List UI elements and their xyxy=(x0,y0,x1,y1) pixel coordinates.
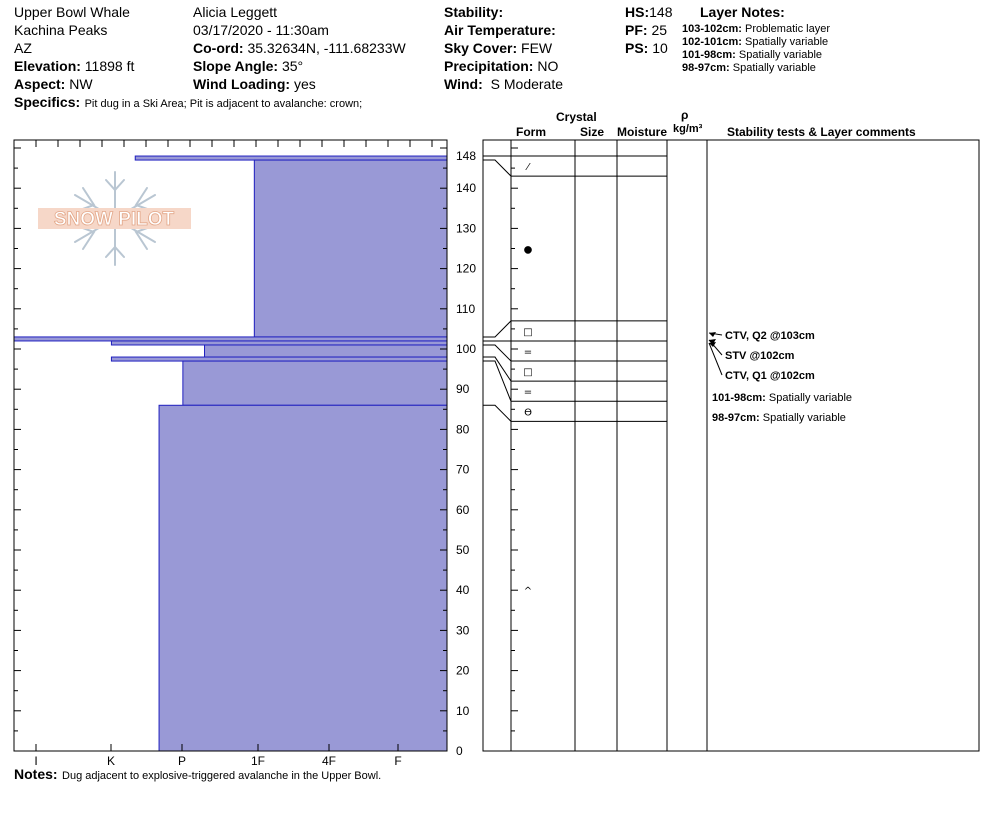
state-name: AZ xyxy=(14,40,32,56)
stability-tests xyxy=(709,330,852,424)
rho-header: ρ xyxy=(681,108,689,122)
wind-loading-label: Wind Loading: xyxy=(193,76,291,92)
form-header: Form xyxy=(516,125,546,139)
crystal-header: Crystal xyxy=(556,110,597,124)
precip-label: Precipitation: xyxy=(444,58,534,74)
coord-value: 35.32634N, -111.68233W xyxy=(247,40,406,56)
sky-cover-value: FEW xyxy=(521,40,553,56)
layer-connector-line xyxy=(483,321,511,337)
layer-connector-line xyxy=(483,345,511,361)
grain-form-symbol: = xyxy=(523,387,533,399)
grain-form-symbol: □ xyxy=(523,326,533,338)
layer-connector-line xyxy=(483,361,511,401)
slope-label: Slope Angle: xyxy=(193,58,279,74)
hs-label: HS: xyxy=(625,4,650,20)
ps-label: PS: xyxy=(625,40,649,56)
wind-loading-value: yes xyxy=(293,76,316,92)
comments-header: Stability tests & Layer comments xyxy=(727,125,916,139)
density-unit-header: kg/m³ xyxy=(673,123,703,135)
sky-cover-label: Sky Cover: xyxy=(444,40,518,56)
precip-value: NO xyxy=(537,58,559,74)
pf-label: PF: xyxy=(625,22,648,38)
range-name: Kachina Peaks xyxy=(14,22,108,38)
grain-form-symbol: ϴ xyxy=(524,407,532,419)
height-tick-label: 60 xyxy=(456,502,470,517)
layer-connector-line xyxy=(483,405,511,421)
layer-comment-range: 98-97cm: xyxy=(712,412,763,424)
moisture-header: Moisture xyxy=(617,125,668,139)
height-tick-label: 130 xyxy=(456,221,477,236)
logo-text: SNOW PILOT xyxy=(53,209,175,230)
layer-notes-title: Layer Notes: xyxy=(700,4,785,20)
location-name: Upper Bowl Whale xyxy=(14,4,130,20)
height-tick-label: 120 xyxy=(456,261,477,276)
hardness-layer-bar xyxy=(14,337,447,341)
slope-value: 35° xyxy=(281,58,304,74)
height-tick-label: 20 xyxy=(456,663,470,678)
grain-form-symbol: ● xyxy=(523,244,533,256)
coord-label: Co-ord: xyxy=(193,40,244,56)
elevation-label: Elevation: xyxy=(14,58,81,74)
layer-comment-note: Spatially variable xyxy=(762,412,846,424)
height-tick-label: 110 xyxy=(456,301,476,316)
hardness-layers xyxy=(14,156,447,751)
stability-test-label: CTV, Q2 @103cm xyxy=(725,330,815,342)
grain-form-symbol: = xyxy=(523,347,533,359)
stability-test-label: CTV, Q1 @102cm xyxy=(725,370,815,382)
stability-label: Stability: xyxy=(444,4,504,20)
notes-label: Notes: xyxy=(14,766,58,782)
height-tick-label: 148 xyxy=(456,149,477,164)
hardness-label: 4F xyxy=(321,754,337,768)
pf-value: 25 xyxy=(651,22,668,38)
height-tick-label: 80 xyxy=(456,422,470,437)
hs-value: 148 xyxy=(649,4,673,20)
hardness-layer-bar xyxy=(135,156,447,160)
grain-table-frame xyxy=(483,140,979,751)
layer-connectors xyxy=(483,156,511,421)
layer-note-text: Spatially variable xyxy=(745,36,829,48)
snowpilot-logo xyxy=(38,172,191,265)
height-tick-label: 140 xyxy=(456,181,477,196)
hardness-layer-bar xyxy=(205,345,447,357)
layer-comment-range: 101-98cm: xyxy=(712,392,769,404)
ps-value: 10 xyxy=(652,40,668,56)
layer-note-text: Problematic layer xyxy=(745,23,830,35)
hardness-layer-bar xyxy=(254,160,447,337)
height-tick-label: 50 xyxy=(456,543,470,557)
height-tick-label: 10 xyxy=(456,703,470,718)
air-temp-label: Air Temperature: xyxy=(444,22,556,38)
hardness-layer-bar xyxy=(159,405,447,751)
grain-form-symbol: □ xyxy=(523,367,533,379)
hardness-layer-bar xyxy=(111,341,447,345)
height-tick-label: 40 xyxy=(456,583,470,598)
wind-label: Wind: xyxy=(444,76,483,92)
hardness-layer-bar xyxy=(111,357,447,361)
layer-connector-line xyxy=(483,160,511,176)
notes-value: Dug adjacent to explosive-triggered avalanche in the Upper Bowl. xyxy=(62,770,382,782)
hardness-label: P xyxy=(177,754,187,768)
layer-comment xyxy=(712,412,846,424)
elevation-value: 11898 ft xyxy=(84,58,135,74)
observer-name: Alicia Leggett xyxy=(193,4,278,20)
aspect-value: NW xyxy=(69,76,93,92)
layer-note-text: Spatially variable xyxy=(738,49,823,61)
grain-form-symbol: ⁄ xyxy=(527,162,529,174)
hardness-label: K xyxy=(106,754,116,768)
hardness-layer-bar xyxy=(183,361,447,405)
height-tick-label: 90 xyxy=(456,382,470,397)
layer-comment xyxy=(712,392,852,404)
grain-grid xyxy=(511,156,667,421)
size-header: Size xyxy=(580,125,605,139)
observation-datetime: 03/17/2020 - 11:30am xyxy=(193,22,329,38)
stability-test-label: STV @102cm xyxy=(725,350,795,362)
height-tick-label: 100 xyxy=(456,342,477,356)
aspect-label: Aspect: xyxy=(14,76,66,92)
wind-value: S Moderate xyxy=(490,76,564,92)
hardness-label: F xyxy=(394,754,402,768)
hardness-label: 1F xyxy=(250,754,266,768)
layer-comment-note: Spatially variable xyxy=(768,392,853,404)
hardness-label: I xyxy=(34,754,38,768)
layer-note-text: Spatially variable xyxy=(732,62,816,74)
specifics-value: Pit dug in a Ski Area; Pit is adjacent to avalanche: crown; xyxy=(84,98,363,110)
specifics-label: Specifics: xyxy=(14,94,81,110)
grain-form-symbol: ^ xyxy=(523,586,533,598)
height-tick-label: 30 xyxy=(456,623,470,638)
grain-symbols xyxy=(523,162,532,597)
layer-note-range: 98-97cm: xyxy=(682,62,730,74)
layer-note-range: 102-101cm: xyxy=(682,36,742,48)
layer-note-range: 103-102cm: xyxy=(682,23,742,35)
height-tick-label: 0 xyxy=(456,744,463,758)
layer-note-range: 101-98cm: xyxy=(682,49,736,61)
height-tick-label: 70 xyxy=(456,462,470,477)
